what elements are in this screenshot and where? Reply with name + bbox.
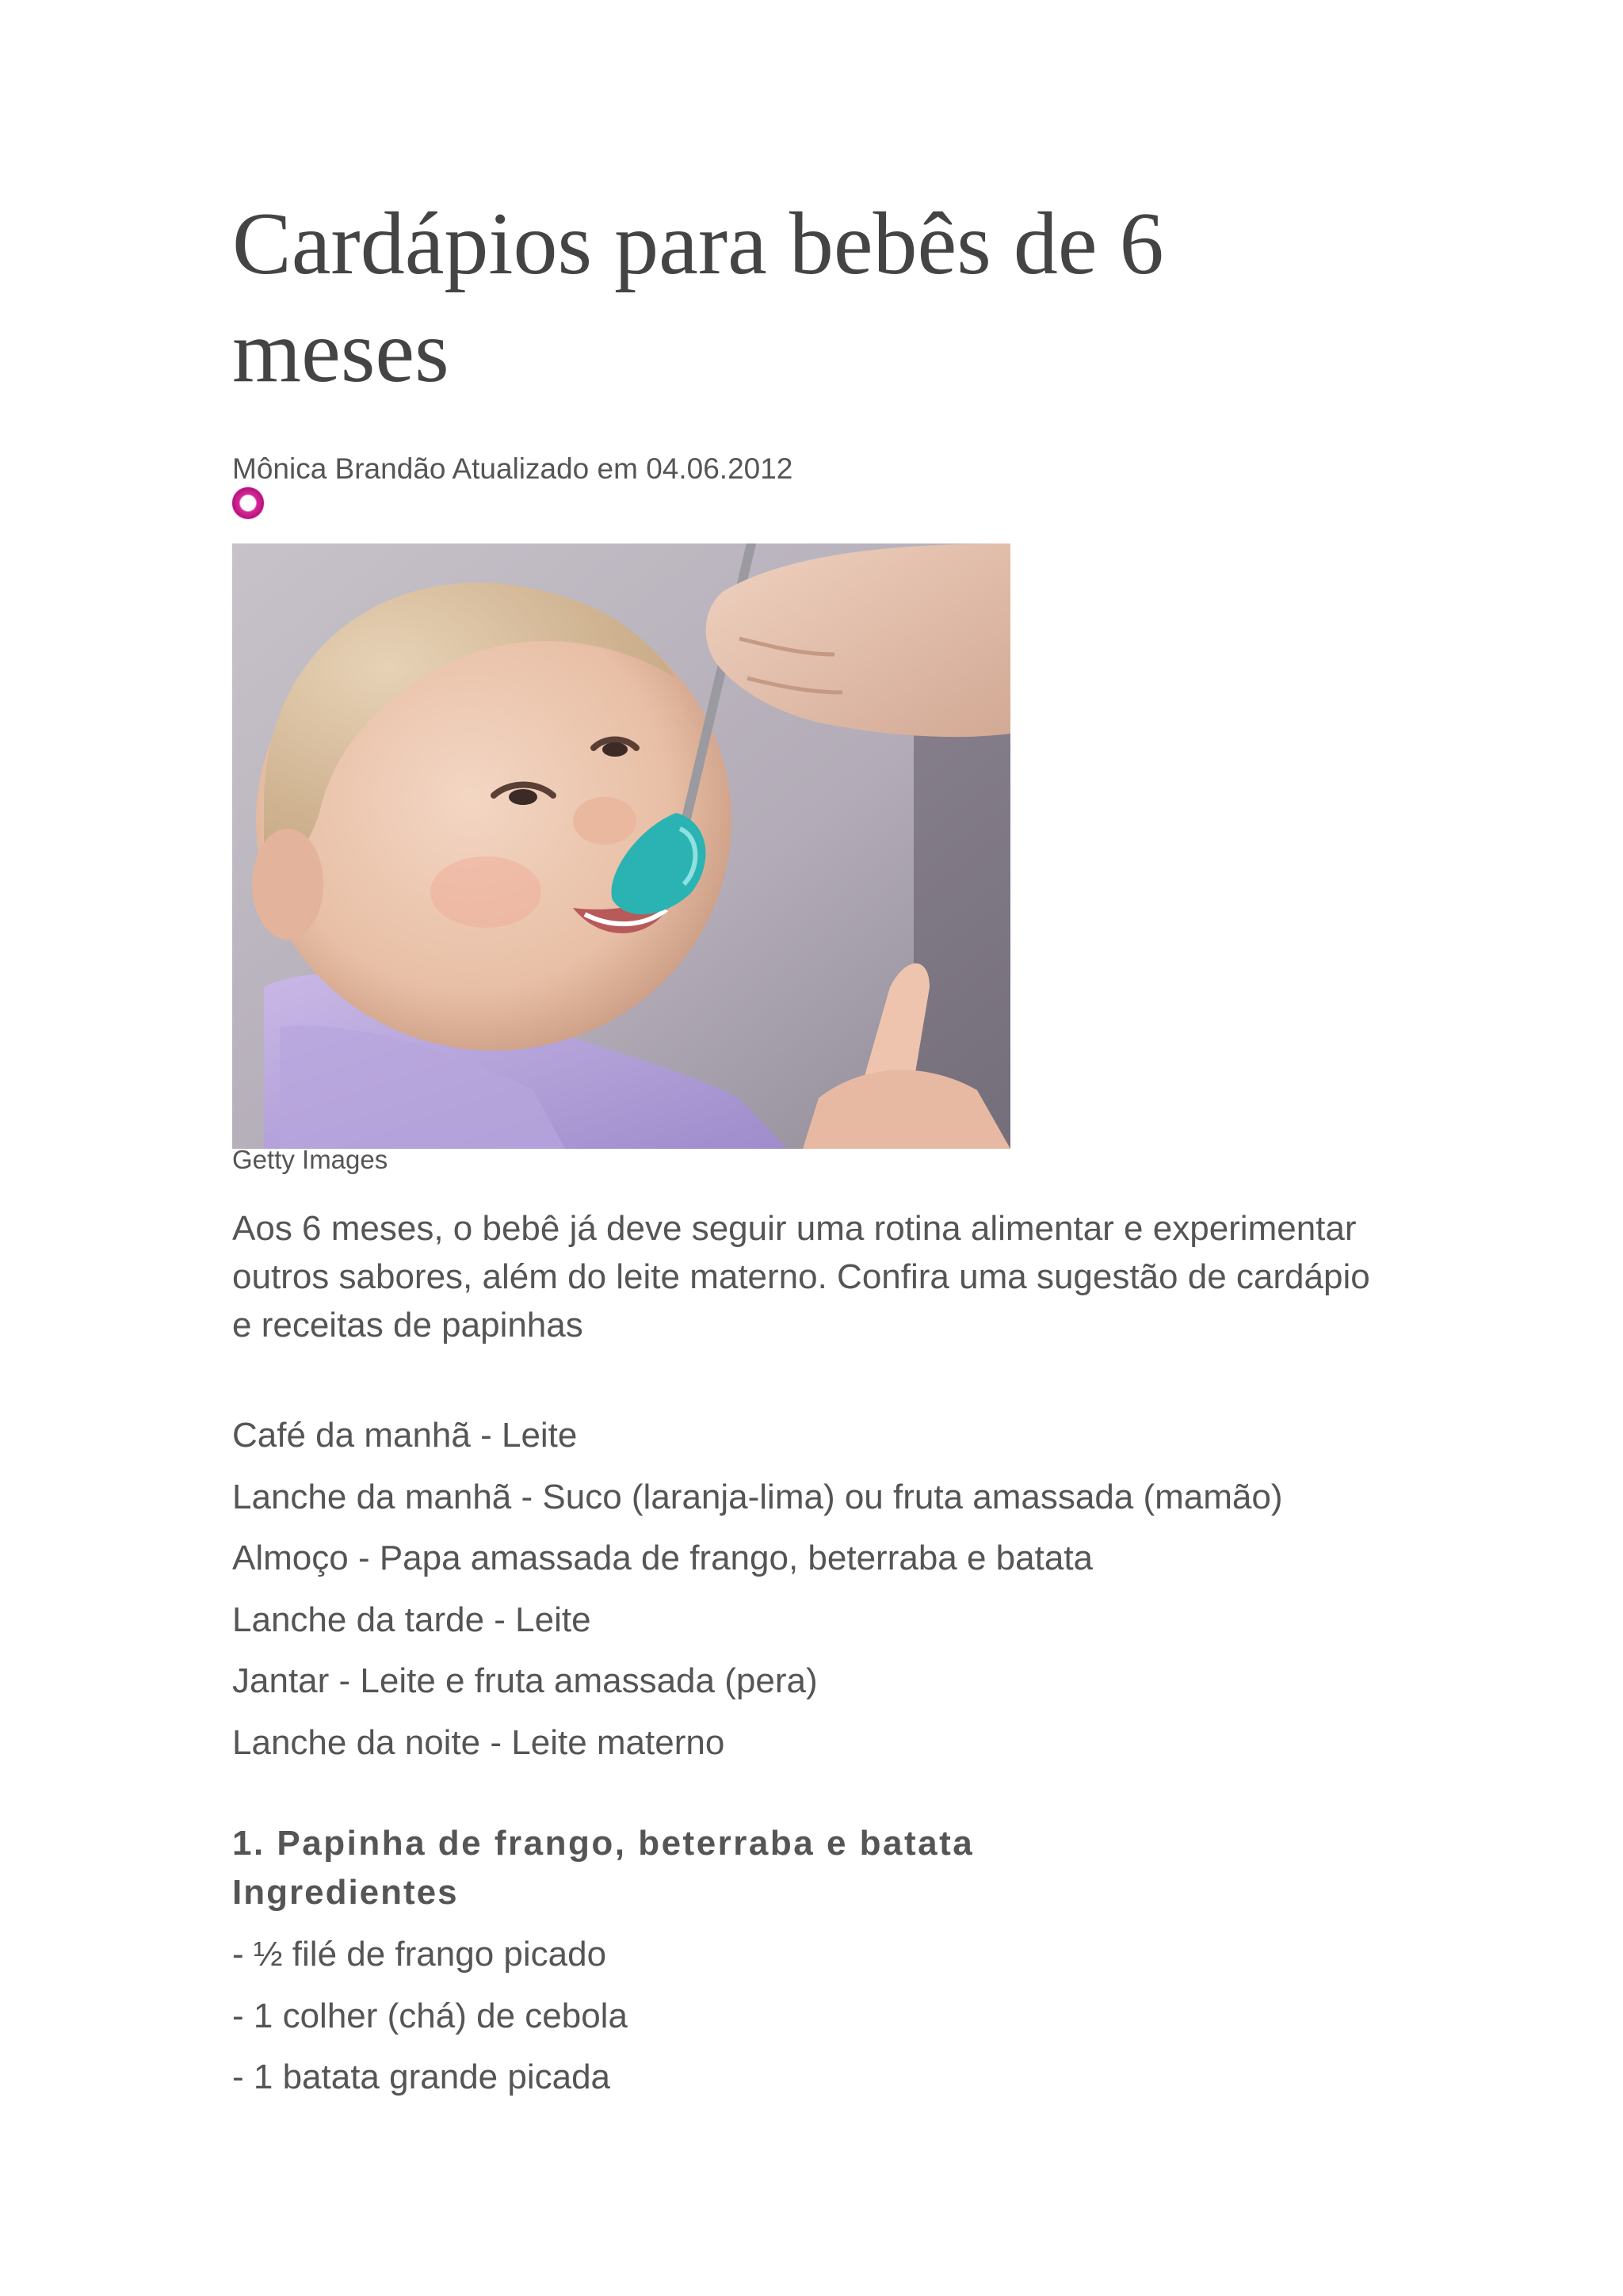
ingredients-heading: Ingredientes	[232, 1873, 459, 1912]
byline	[232, 450, 792, 488]
author-name[interactable]: Mônica Brandão	[232, 452, 446, 485]
image-caption: Getty Images	[232, 1145, 388, 1174]
ingredients-list	[232, 1924, 628, 2108]
hero-image	[232, 543, 1010, 1149]
ingredient-item: - ½ filé de frango picado	[232, 1935, 607, 1974]
ingredient-item: - 1 batata grande picada	[232, 2058, 611, 2096]
baby-eating-illustration	[232, 543, 1010, 1149]
page-title: Cardápios para bebês de 6 meses	[232, 195, 1164, 401]
author-badge-icon[interactable]	[232, 487, 264, 519]
recipe-title: 1. Papinha de frango, beterraba e batata	[232, 1824, 975, 1863]
menu-item: Lanche da tarde - Leite	[232, 1600, 591, 1639]
ingredient-item: - 1 colher (chá) de cebola	[232, 1996, 628, 2035]
menu-list	[232, 1405, 1283, 1773]
menu-item: Jantar - Leite e fruta amassada (pera)	[232, 1661, 818, 1700]
menu-item: Almoço - Papa amassada de frango, beterraba e batata	[232, 1539, 1094, 1577]
menu-item: Lanche da noite - Leite materno	[232, 1722, 725, 1762]
article-intro: Aos 6 meses, o bebê já deve seguir uma rotina alimentar e experimentar outros sabores, além do leite materno. Confira uma sugestão de cardápio e receitas de papinhas	[232, 1209, 1370, 1344]
menu-item: Lanche da manhã - Suco (laranja-lima) ou fruta amassada (mamão)	[232, 1477, 1283, 1516]
menu-item: Café da manhã - Leite	[232, 1416, 578, 1455]
updated-date: Atualizado em 04.06.2012	[452, 452, 793, 485]
